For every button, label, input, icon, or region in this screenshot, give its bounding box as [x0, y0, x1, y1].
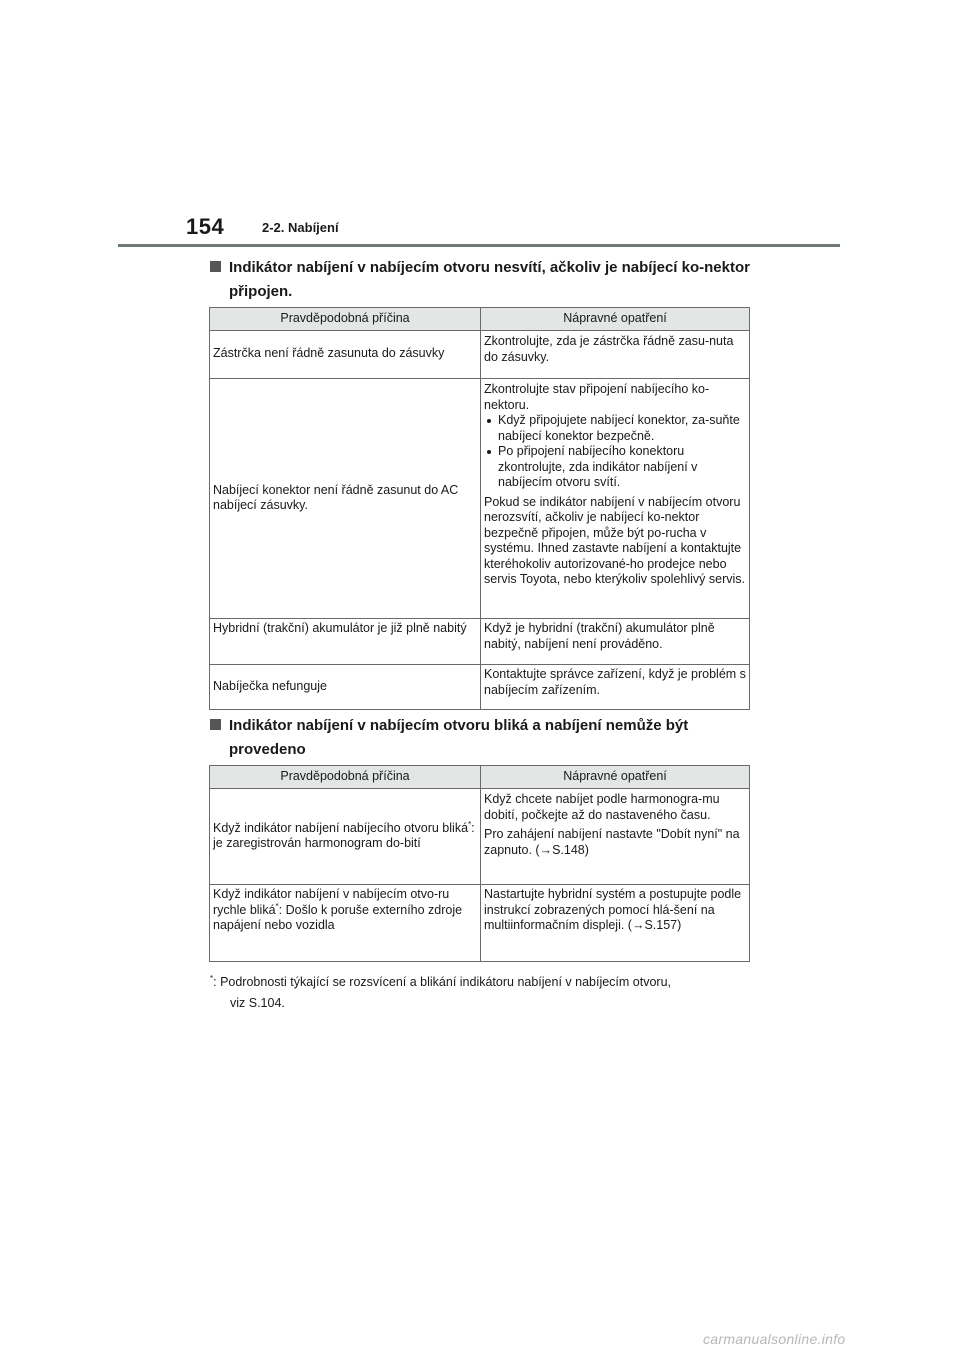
footnote-text: : Podrobnosti týkající se rozsvícení a blikání indikátoru nabíjení v nabíjecím otvoru,	[213, 975, 671, 989]
page-number: 154	[186, 214, 225, 239]
square-bullet-icon	[210, 261, 221, 272]
cause-cell	[210, 789, 481, 885]
footnote-marker: *	[275, 901, 279, 911]
remedy-bullet	[484, 413, 746, 444]
cause-cell: Nabíjecí konektor není řádně zasunut do AC nabíjecí zásuvky.	[210, 379, 481, 619]
cause-cell: Zástrčka není řádně zasunuta do zásuvky	[210, 331, 481, 379]
troubleshooting-table-not-lit	[209, 307, 750, 710]
remedy-cell: Nastartujte hybridní systém a postupujte podle instrukcí zobrazených pomocí hlá-šení na multiinformačním displeji. (→S.157)	[481, 885, 750, 962]
remedy-paragraph: Když chcete nabíjet podle harmonogra-mu dobití, počkejte až do nastaveného času.	[484, 792, 720, 822]
footnote	[210, 972, 755, 1014]
cause-text: : je zaregistrován harmonogram do-bití	[213, 820, 475, 850]
remedy-cell: Zkontrolujte, zda je zástrčka řádně zasu-nuta do zásuvky.	[481, 331, 750, 379]
bullet-dot-icon	[487, 450, 491, 454]
table-row	[210, 379, 750, 619]
table-row	[210, 331, 750, 379]
cause-cell	[210, 885, 481, 962]
table-row	[210, 619, 750, 665]
footnote-marker: *	[210, 973, 214, 983]
cause-text: Když indikátor nabíjení nabíjecího otvoru bliká	[213, 820, 469, 835]
table-header-row	[210, 766, 750, 789]
bullet-dot-icon	[487, 419, 491, 423]
column-header-cause: Pravděpodobná příčina	[210, 766, 481, 789]
column-header-cause: Pravděpodobná příčina	[210, 308, 481, 331]
table-header-row	[210, 308, 750, 331]
watermark: carmanualsonline.info	[703, 1331, 846, 1347]
column-header-remedy: Nápravné opatření	[481, 308, 750, 331]
table-row	[210, 665, 750, 710]
remedy-note: Pokud se indikátor nabíjení v nabíjecím otvoru nerozsvítí, ačkoliv je nabíjecí ko-nektor bezpečně připojen, může být po-rucha v systému. Ihned zastavte nabíjení a kontaktujte kteréhokoliv autorizované-ho prodejce nebo servis Toyota, nebo kterýkoliv spolehlivý servis.	[484, 494, 745, 586]
cause-text: : Došlo k poruše externího zdroje napájení nebo vozidla	[213, 902, 463, 932]
cause-cell: Hybridní (trakční) akumulátor je již plně nabitý	[210, 619, 481, 665]
heading-text: Indikátor nabíjení v nabíjecím otvoru bliká a nabíjení nemůže být provedeno	[229, 717, 689, 758]
remedy-cell	[481, 379, 750, 619]
remedy-intro: Zkontrolujte stav připojení nabíjecího ko-nektoru.	[484, 382, 710, 412]
remedy-cell: Když je hybridní (trakční) akumulátor plně nabitý, nabíjení není prováděno.	[481, 619, 750, 665]
square-bullet-icon	[210, 719, 221, 730]
remedy-bullet	[484, 444, 746, 491]
remedy-cell: Kontaktujte správce zařízení, když je problém s nabíjecím zařízením.	[481, 665, 750, 710]
remedy-cell	[481, 789, 750, 885]
remedy-paragraph: Pro zahájení nabíjení nastavte "Dobít nyní" na zapnuto. (→S.148)	[484, 827, 740, 857]
section-heading-not-lit	[210, 256, 750, 304]
bullet-text: Když připojujete nabíjecí konektor, za-suňte nabíjecí konektor bezpečně.	[498, 413, 740, 443]
header-divider	[118, 244, 840, 247]
column-header-remedy: Nápravné opatření	[481, 766, 750, 789]
footnote-marker: *	[468, 819, 472, 829]
footnote-text-continued: viz S.104.	[230, 996, 285, 1010]
section-heading-blinking	[210, 714, 750, 762]
table-row	[210, 789, 750, 885]
troubleshooting-table-blinking	[209, 765, 750, 962]
table-row	[210, 885, 750, 962]
section-title: 2-2. Nabíjení	[262, 220, 339, 235]
cause-cell: Nabíječka nefunguje	[210, 665, 481, 710]
heading-text: Indikátor nabíjení v nabíjecím otvoru nesvítí, ačkoliv je nabíjecí ko-nektor připojen.	[229, 259, 750, 300]
cause-text: Když indikátor nabíjení v nabíjecím otvo-ru rychle bliká	[213, 887, 450, 917]
bullet-text: Po připojení nabíjecího konektoru zkontrolujte, zda indikátor nabíjení v nabíjecím otvoru svítí.	[498, 444, 698, 489]
